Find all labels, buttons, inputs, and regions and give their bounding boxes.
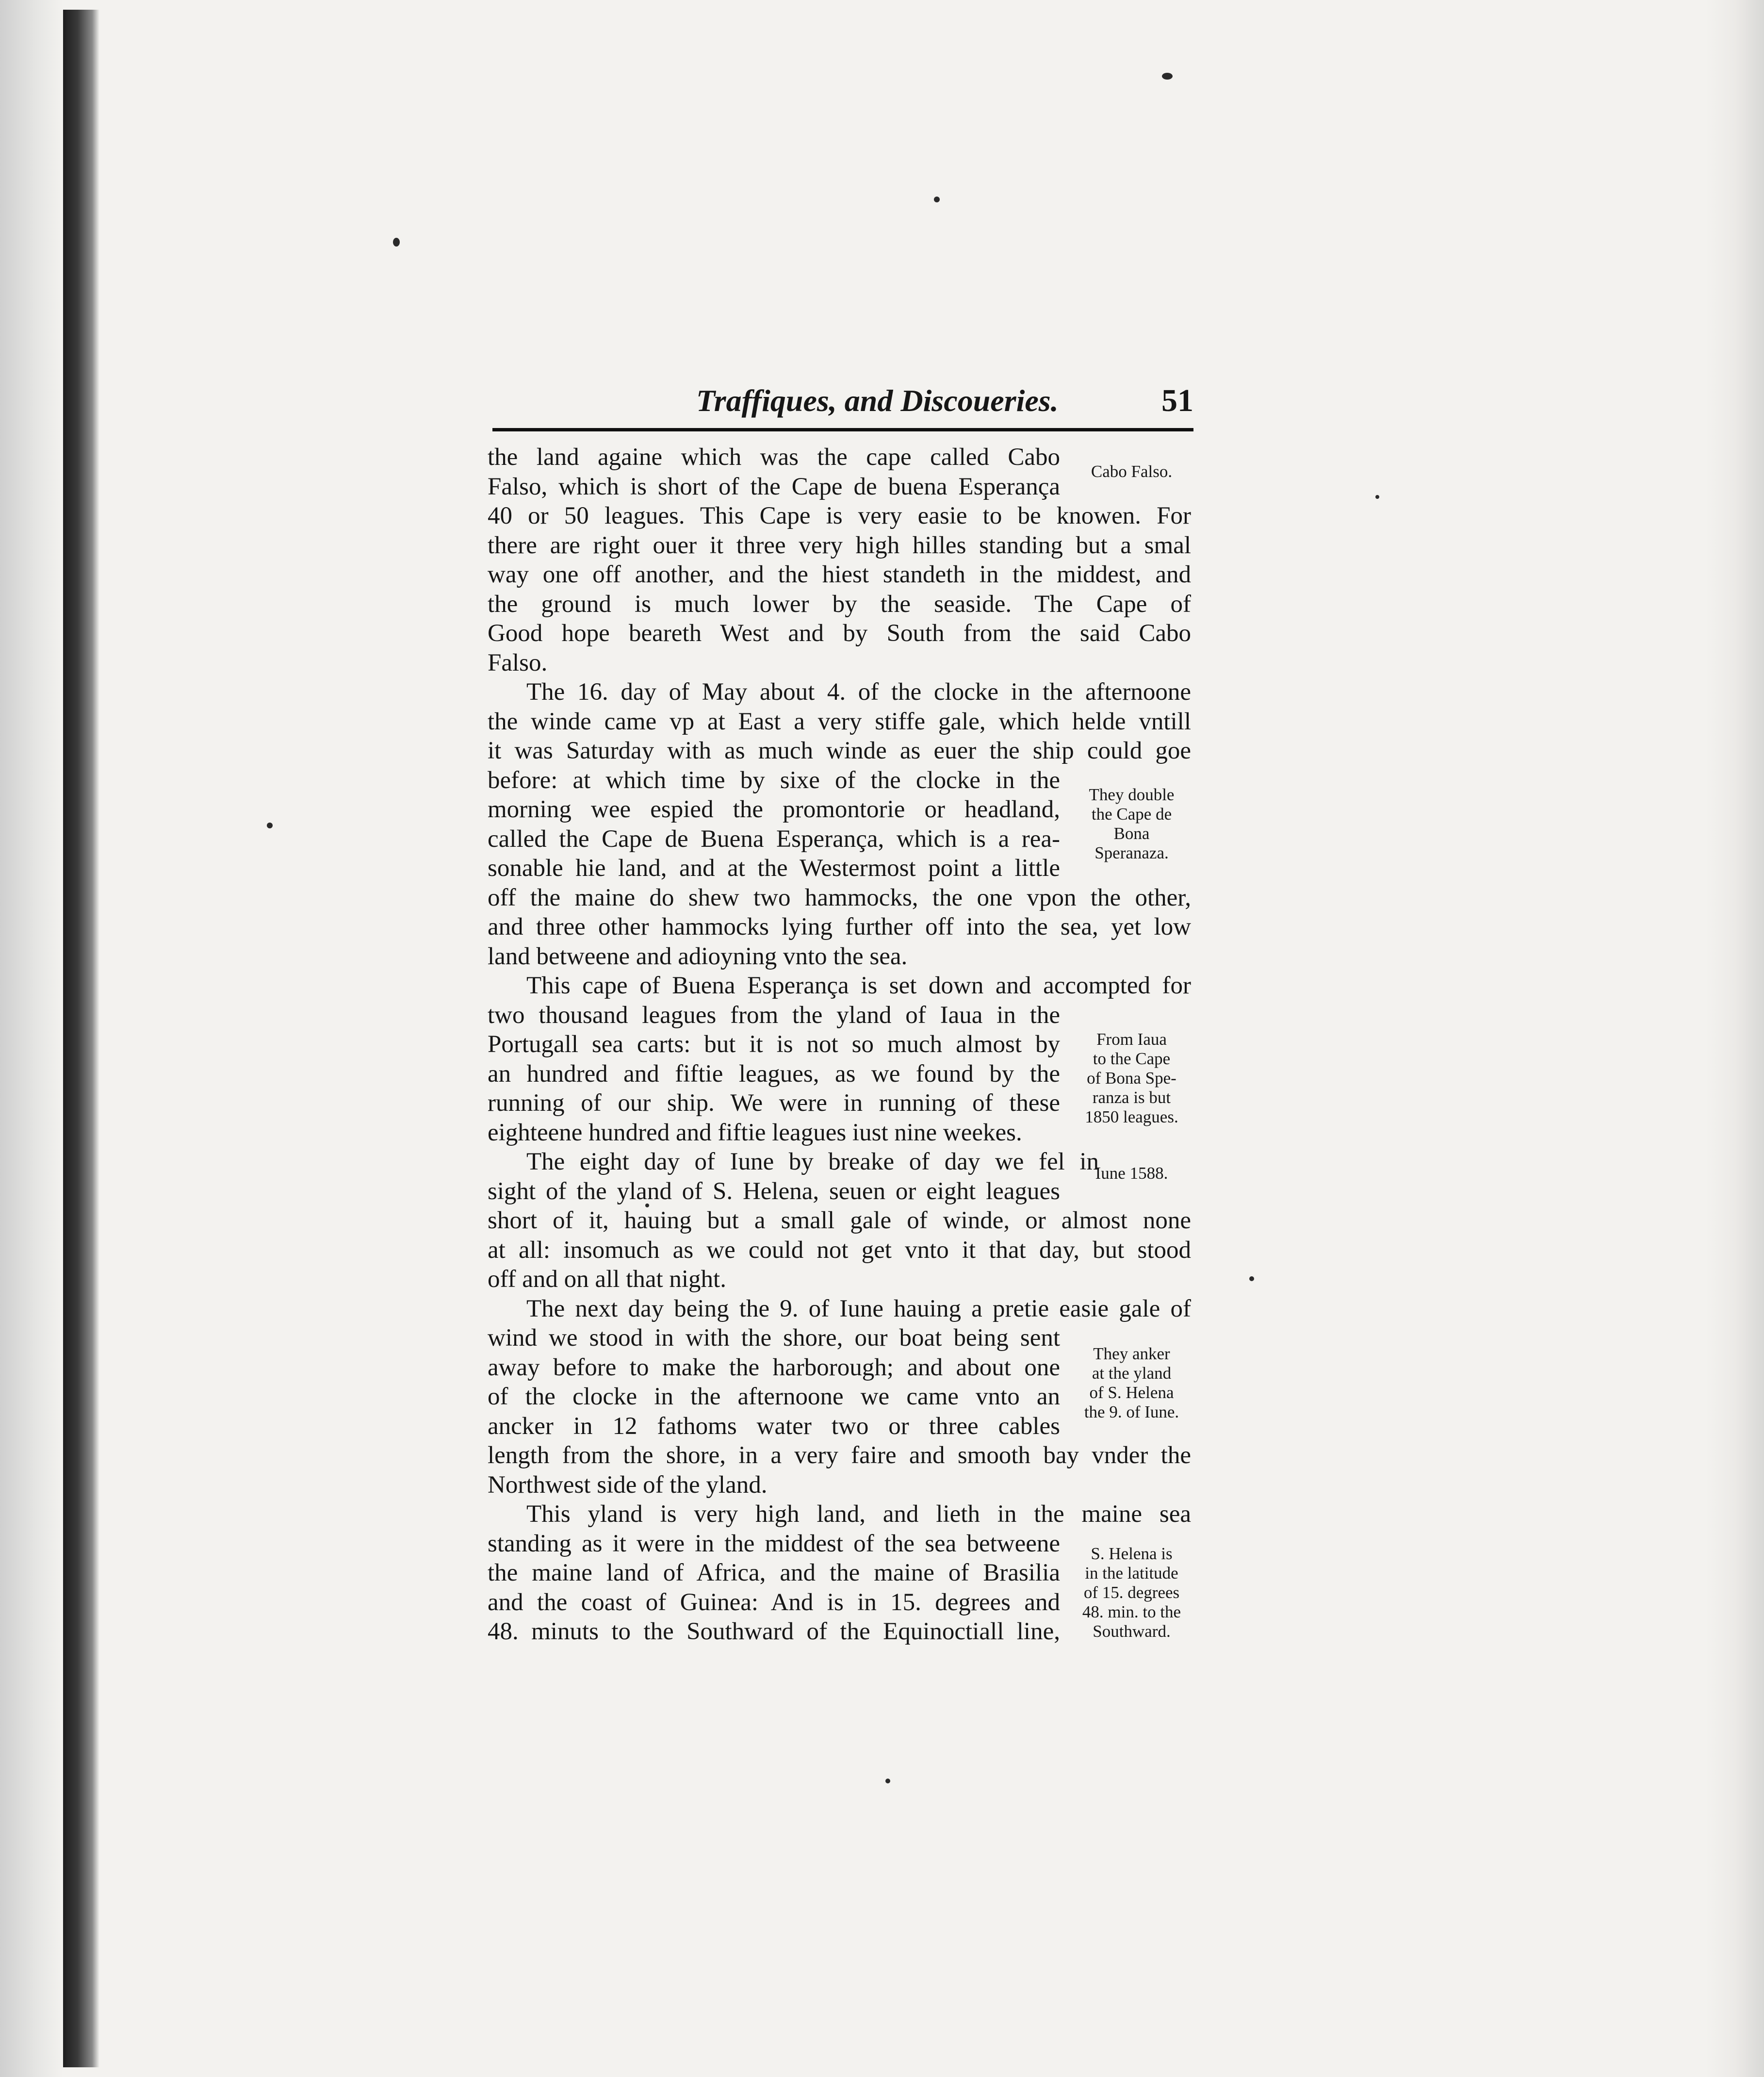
scan-speck (1375, 495, 1379, 499)
margin-note-iaua-to-cape (1070, 1030, 1193, 1127)
text-line: called the Cape de Buena Esperança, which is a rea- (488, 825, 1060, 853)
text-line: an hundred and fiftie leagues, as we found by the (488, 1060, 1060, 1088)
margin-note-line: 1850 leagues. (1085, 1107, 1178, 1126)
text-line: Northwest side of the yland. (488, 1471, 768, 1499)
page-number: 51 (1161, 383, 1193, 418)
margin-note-cabo-falso (1070, 462, 1193, 481)
text-line: Falso. (488, 649, 548, 676)
text-line: Falso, which is short of the Cape de buena Esperança (488, 473, 1060, 500)
margin-note-line: of S. Helena (1089, 1383, 1174, 1402)
text-line: standing as it were in the middest of the sea betweene (488, 1530, 1060, 1557)
text-line: at all: insomuch as we could not get vnto it that day, but stood (488, 1236, 1191, 1264)
text-line: running of our ship. We were in running of these (488, 1089, 1060, 1117)
text-line: it was Saturday with as much winde as euer the ship could goe (488, 737, 1191, 764)
text-line: eighteene hundred and fiftie leagues iust nine weekes. (488, 1119, 1022, 1146)
page-binding-edge (0, 0, 63, 2077)
text-line: Portugall sea carts: but it is not so much almost by (488, 1031, 1060, 1058)
margin-note-line: of Bona Spe- (1087, 1069, 1176, 1088)
text-line: sonable hie land, and at the Westermost point a little (488, 855, 1060, 882)
scan-speck (267, 823, 273, 828)
scan-speck (1162, 73, 1173, 80)
text-line: wind we stood in with the shore, our boat being sent (488, 1324, 1060, 1352)
text-line: length from the shore, in a very faire and smooth bay vnder the (488, 1442, 1191, 1469)
margin-note-iune-1588 (1070, 1164, 1193, 1183)
text-line: before: at which time by sixe of the clocke in the (488, 766, 1060, 794)
text-line: sight of the yland of S. Helena, seuen or eight leagues (488, 1177, 1060, 1205)
margin-note-line: in the latitude (1085, 1564, 1178, 1582)
page-right-edge (1706, 0, 1764, 2077)
text-line: morning wee espied the promontorie or headland, (488, 796, 1060, 823)
margin-note-line: Speranaza. (1094, 843, 1169, 862)
text-line: off and on all that night. (488, 1266, 726, 1293)
margin-note-helena-latitude (1070, 1544, 1193, 1641)
text-line: and three other hammocks lying further off into the sea, yet low (488, 913, 1191, 940)
margin-note-line: to the Cape (1093, 1049, 1171, 1068)
text-line: The eight day of Iune by breake of day we fel in (526, 1148, 1099, 1175)
margin-note-line: Bona (1113, 824, 1150, 843)
margin-note-line: S. Helena is (1091, 1544, 1173, 1563)
scan-speck (393, 238, 400, 247)
margin-note-line: 48. min. to the (1082, 1602, 1181, 1621)
margin-note-line: They anker (1093, 1344, 1170, 1363)
text-line: the maine land of Africa, and the maine of Brasilia (488, 1559, 1060, 1586)
text-line: off the maine do shew two hammocks, the one vpon the other, (488, 884, 1191, 911)
margin-note-line: ranza is but (1092, 1088, 1171, 1107)
margin-note-double-cape (1070, 785, 1193, 863)
text-line: the winde came vp at East a very stiffe gale, which helde vntill (488, 708, 1191, 735)
text-line: the land againe which was the cape called Cabo (488, 444, 1060, 471)
scan-speck (934, 197, 940, 202)
text-line: short of it, hauing but a small gale of winde, or almost none (488, 1207, 1191, 1234)
margin-note-line: of 15. degrees (1083, 1583, 1180, 1602)
text-line: the ground is much lower by the seaside. The Cape of (488, 590, 1191, 618)
margin-note-line: From Iaua (1096, 1030, 1167, 1049)
margin-note-line: at the yland (1092, 1364, 1172, 1383)
text-line: The 16. day of May about 4. of the clocke in the afternoone (526, 678, 1191, 706)
text-line: way one off another, and the hiest standeth in the middest, and (488, 561, 1191, 588)
text-line: This yland is very high land, and lieth in the maine sea (526, 1500, 1191, 1528)
running-title: Traffiques, and Discoueries. (696, 383, 1059, 418)
margin-note-line: Southward. (1093, 1622, 1171, 1641)
header-rule (492, 428, 1193, 431)
text-line: away before to make the harborough; and about one (488, 1353, 1060, 1381)
text-line: The next day being the 9. of Iune hauing a pretie easie gale of (526, 1295, 1191, 1322)
margin-note-anker (1070, 1344, 1193, 1422)
text-line: land betweene and adioyning vnto the sea. (488, 942, 908, 970)
text-line: Good hope beareth West and by South from the said Cabo (488, 620, 1191, 647)
text-line: of the clocke in the afternoone we came vnto an (488, 1383, 1060, 1410)
running-head (492, 381, 1193, 420)
scan-speck (1249, 1276, 1254, 1281)
text-line: ancker in 12 fathoms water two or three cables (488, 1412, 1060, 1440)
margin-note-line: the 9. of Iune. (1084, 1402, 1179, 1421)
margin-note-line: the Cape de (1091, 805, 1172, 824)
text-line: 48. minuts to the Southward of the Equinoctiall line, (488, 1618, 1060, 1645)
text-line: two thousand leagues from the yland of Iaua in the (488, 1001, 1060, 1029)
text-line: and the coast of Guinea: And is in 15. degrees and (488, 1588, 1060, 1616)
margin-note-line: Iune 1588. (1095, 1164, 1168, 1183)
margin-note-line: They double (1089, 785, 1175, 804)
text-line: This cape of Buena Esperança is set down and accompted for (526, 972, 1191, 999)
scan-speck (885, 1779, 890, 1783)
text-line: 40 or 50 leagues. This Cape is very easie to be knowen. For (488, 502, 1191, 529)
margin-note-line: Cabo Falso. (1091, 462, 1173, 481)
page-binding-shadow (63, 10, 99, 2067)
text-line: there are right ouer it three very high hilles standing but a smal (488, 531, 1191, 559)
